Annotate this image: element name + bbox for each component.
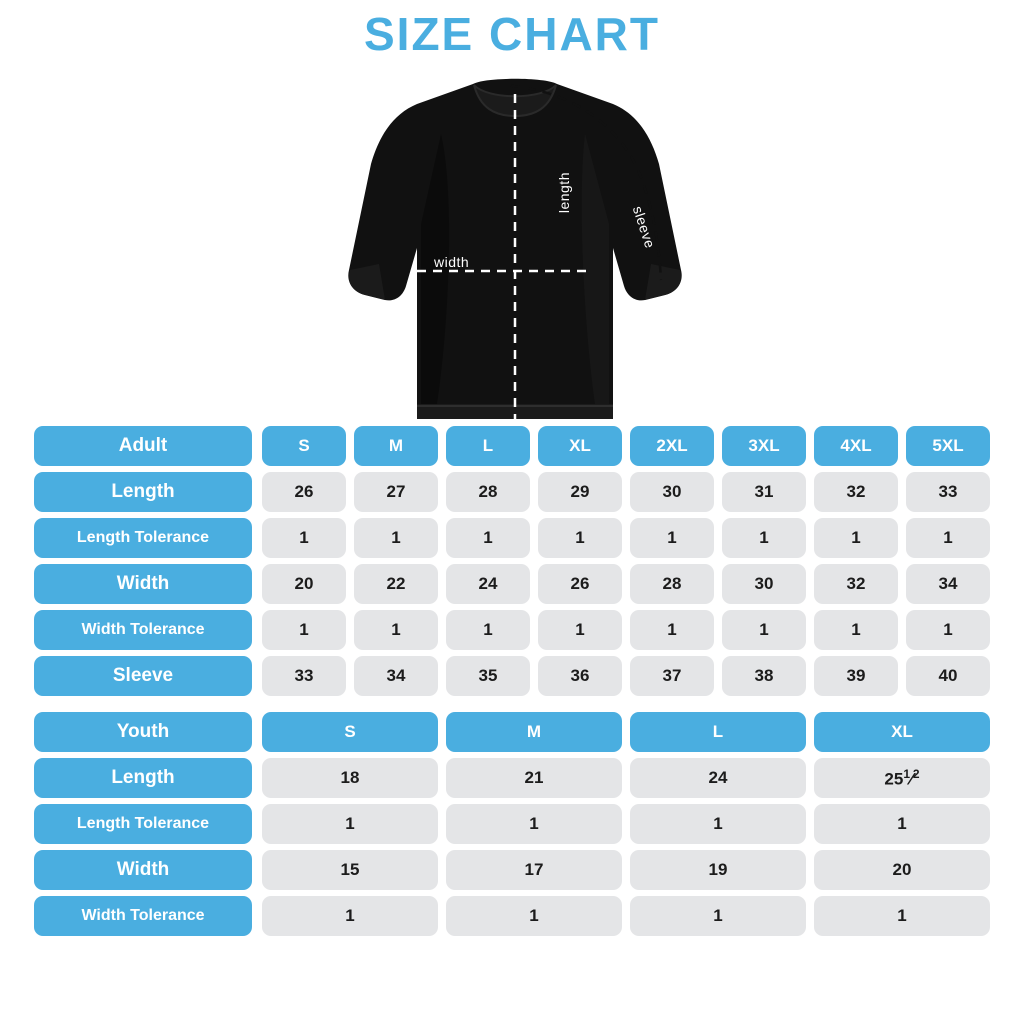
cell-width-l: 24 xyxy=(446,564,530,604)
size-header-m: M xyxy=(354,426,438,466)
cell-length-tolerance-s: 1 xyxy=(262,518,346,558)
youth-header-label: Youth xyxy=(34,712,252,752)
youth-row-label-width-tolerance: Width Tolerance xyxy=(34,896,252,936)
row-label-width: Width xyxy=(34,564,252,604)
youth-cell-width-tolerance-l: 1 xyxy=(630,896,806,936)
row-label-length: Length xyxy=(34,472,252,512)
youth-cell-length-s: 18 xyxy=(262,758,438,798)
table-row xyxy=(34,850,990,890)
row-label-width-tolerance: Width Tolerance xyxy=(34,610,252,650)
cell-width-tolerance-xl: 1 xyxy=(538,610,622,650)
youth-cell-length-tolerance-xl: 1 xyxy=(814,804,990,844)
cell-length-xl: 29 xyxy=(538,472,622,512)
size-header-4xl: 4XL xyxy=(814,426,898,466)
youth-cell-length-tolerance-s: 1 xyxy=(262,804,438,844)
cell-width-3xl: 30 xyxy=(722,564,806,604)
adult-header-label: Adult xyxy=(34,426,252,466)
cell-sleeve-5xl: 40 xyxy=(906,656,990,696)
cell-width-5xl: 34 xyxy=(906,564,990,604)
width-label: width xyxy=(434,254,470,270)
cell-width-tolerance-l: 1 xyxy=(446,610,530,650)
garment-illustration xyxy=(0,64,1024,426)
youth-cell-width-m: 17 xyxy=(446,850,622,890)
youth-cell-length-tolerance-l: 1 xyxy=(630,804,806,844)
table-row xyxy=(34,896,990,936)
size-header-3xl: 3XL xyxy=(722,426,806,466)
youth-cell-length-xl: $25^1⁄^2$ xyxy=(814,758,990,798)
cell-width-xl: 26 xyxy=(538,564,622,604)
row-label-sleeve: Sleeve xyxy=(34,656,252,696)
sleeve-label: sleeve xyxy=(629,204,659,251)
sweatshirt-graphic xyxy=(345,74,685,419)
cell-length-tolerance-l: 1 xyxy=(446,518,530,558)
row-label-length-tolerance: Length Tolerance xyxy=(34,518,252,558)
size-header-2xl: 2XL xyxy=(630,426,714,466)
page-title: SIZE CHART xyxy=(364,8,660,60)
cell-length-4xl: 32 xyxy=(814,472,898,512)
cell-sleeve-3xl: 38 xyxy=(722,656,806,696)
youth-cell-width-l: 19 xyxy=(630,850,806,890)
cell-width-2xl: 28 xyxy=(630,564,714,604)
cell-sleeve-4xl: 39 xyxy=(814,656,898,696)
youth-row-label-width: Width xyxy=(34,850,252,890)
youth-cell-width-xl: 20 xyxy=(814,850,990,890)
table-row xyxy=(34,610,990,650)
table-row xyxy=(34,564,990,604)
cell-length-m: 27 xyxy=(354,472,438,512)
cell-length-s: 26 xyxy=(262,472,346,512)
cell-sleeve-l: 35 xyxy=(446,656,530,696)
cell-width-4xl: 32 xyxy=(814,564,898,604)
youth-size-header-s: S xyxy=(262,712,438,752)
youth-cell-width-s: 15 xyxy=(262,850,438,890)
size-header-l: L xyxy=(446,426,530,466)
cell-width-s: 20 xyxy=(262,564,346,604)
size-header-xl: XL xyxy=(538,426,622,466)
cell-width-tolerance-5xl: 1 xyxy=(906,610,990,650)
cell-width-tolerance-m: 1 xyxy=(354,610,438,650)
cell-width-tolerance-4xl: 1 xyxy=(814,610,898,650)
youth-row-label-length-tolerance: Length Tolerance xyxy=(34,804,252,844)
table-header-row xyxy=(34,712,990,752)
youth-cell-length-m: 21 xyxy=(446,758,622,798)
table-row xyxy=(34,758,990,798)
cell-sleeve-m: 34 xyxy=(354,656,438,696)
youth-row-label-length: Length xyxy=(34,758,252,798)
cell-width-tolerance-3xl: 1 xyxy=(722,610,806,650)
cell-length-3xl: 31 xyxy=(722,472,806,512)
table-header-row xyxy=(34,426,990,466)
youth-cell-width-tolerance-s: 1 xyxy=(262,896,438,936)
table-row xyxy=(34,804,990,844)
cell-length-l: 28 xyxy=(446,472,530,512)
youth-cell-length-l: 24 xyxy=(630,758,806,798)
adult-size-table xyxy=(0,426,1024,696)
youth-size-header-m: M xyxy=(446,712,622,752)
cell-width-m: 22 xyxy=(354,564,438,604)
cell-length-tolerance-3xl: 1 xyxy=(722,518,806,558)
cell-length-tolerance-5xl: 1 xyxy=(906,518,990,558)
length-label: length xyxy=(556,172,572,214)
cell-length-5xl: 33 xyxy=(906,472,990,512)
size-header-5xl: 5XL xyxy=(906,426,990,466)
table-row xyxy=(34,472,990,512)
table-row xyxy=(34,656,990,696)
youth-size-table xyxy=(0,712,1024,936)
size-header-s: S xyxy=(262,426,346,466)
youth-size-header-l: L xyxy=(630,712,806,752)
cell-width-tolerance-2xl: 1 xyxy=(630,610,714,650)
cell-sleeve-xl: 36 xyxy=(538,656,622,696)
youth-cell-width-tolerance-m: 1 xyxy=(446,896,622,936)
youth-cell-length-tolerance-m: 1 xyxy=(446,804,622,844)
youth-size-header-xl: XL xyxy=(814,712,990,752)
cell-length-tolerance-4xl: 1 xyxy=(814,518,898,558)
cell-sleeve-2xl: 37 xyxy=(630,656,714,696)
cell-length-tolerance-m: 1 xyxy=(354,518,438,558)
youth-cell-width-tolerance-xl: 1 xyxy=(814,896,990,936)
table-row xyxy=(34,518,990,558)
cell-length-2xl: 30 xyxy=(630,472,714,512)
cell-length-tolerance-xl: 1 xyxy=(538,518,622,558)
cell-sleeve-s: 33 xyxy=(262,656,346,696)
cell-width-tolerance-s: 1 xyxy=(262,610,346,650)
cell-length-tolerance-2xl: 1 xyxy=(630,518,714,558)
